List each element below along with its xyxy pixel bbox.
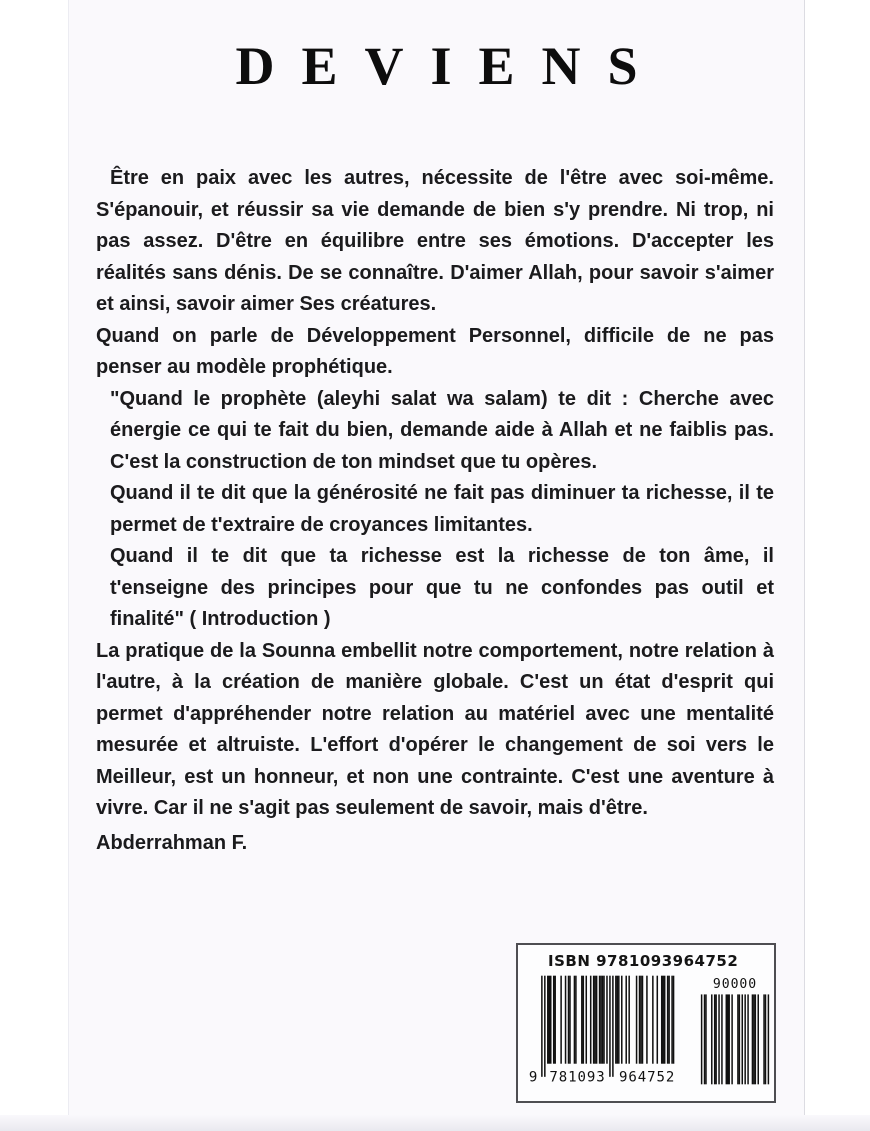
svg-text:9: 9 [528,1069,539,1086]
isbn-label: ISBN 9781093964752 [548,952,739,970]
back-cover-text [96,163,774,825]
paragraph: La pratique de la Sounna embellit notre comportement, notre relation à l'autre, à la création de manière globale. C'est un état d'esprit qui permet d'appréhender notre relation au matériel avec une mentalité mesurée et altruiste. L'effort d'opérer le changement de soi vers le Meilleur, est un honneur, et non une contrainte. C'est une aventure à vivre. Car il ne s'agit pas seulement de savoir, mais d'être. [96,639,774,819]
svg-text:964752: 964752 [618,1069,676,1086]
svg-text:781093: 781093 [549,1069,606,1086]
paragraph: Être en paix avec les autres, nécessite de l'être avec soi-même. S'épanouir, et réussir sa vie demande de bien s'y prendre. Ni trop, ni pas assez. D'être en équilibre entre ses émotions. D'accepter les réalités sans dénis. De se connaître. D'aimer Allah, pour savoir s'aimer et ainsi, savoir aimer Ses créatures. [96,167,774,315]
svg-text:90000: 90000 [712,976,758,992]
page-bottom-shade [0,1115,870,1131]
book-title: DEVIENS [235,36,665,96]
paragraph: Quand il te dit que la générosité ne fait pas diminuer ta richesse, il te permet de t'extraire de croyances limitantes. [110,482,774,536]
author-name: Abderrahman F. [96,831,248,854]
book-back-cover-page [68,0,805,1131]
ean13-barcode [528,972,689,1088]
ean5-supplement-barcode [699,972,774,1088]
barcode-row [528,972,774,1088]
barcode-panel [516,943,776,1103]
paragraph: "Quand le prophète (aleyhi salat wa salam) te dit : Cherche avec énergie ce qui te fait du bien, demande aide à Allah et ne faiblis pas. C'est la construction de ton mindset que tu opères. [110,387,774,473]
paragraph: Quand il te dit que ta richesse est la richesse de ton âme, il t'enseigne des principes pour que tu ne confondes pas outil et finalité" ( Introduction ) [110,545,774,630]
paragraph: Quand on parle de Développement Personnel, difficile de ne pas penser au modèle prophétique. [96,324,774,378]
